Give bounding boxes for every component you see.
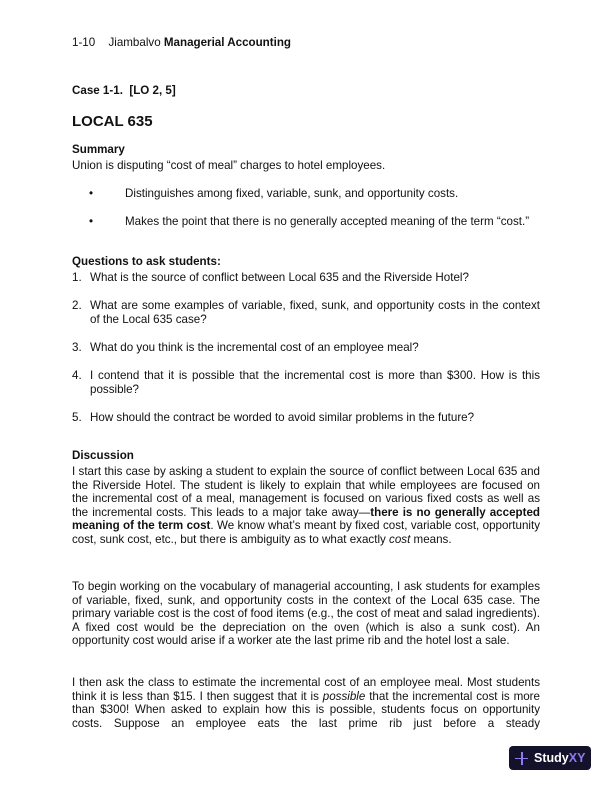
- studyxy-watermark-button[interactable]: [509, 746, 591, 770]
- question-number: 1.: [72, 271, 82, 284]
- running-header: [72, 36, 291, 49]
- bullet-text: Distinguishes among fixed, variable, sunk, and opportunity costs.: [125, 187, 459, 200]
- question-number: 2.: [72, 299, 82, 312]
- paragraph-text: means.: [410, 532, 452, 546]
- paragraph-text: . We know what’s meant by fixed cost, variable cost, opportunity cost, sunk cost, etc., but there is ambiguity as to what exactly: [72, 519, 540, 546]
- summary-text: Union is disputing “cost of meal” charges to hotel employees.: [72, 159, 386, 172]
- question-number: 3.: [72, 341, 82, 354]
- question-text: What do you think is the incremental cost of an employee meal?: [90, 341, 419, 354]
- bullet-icon: •: [89, 215, 94, 228]
- question-text: How should the contract be worded to avoid similar problems in the future?: [90, 411, 475, 424]
- book-title: Managerial Accounting: [163, 36, 292, 49]
- discussion-paragraph-2: To begin working on the vocabulary of managerial accounting, I ask students for examples of variable, fixed, sunk, and opportunity costs in the context of the Local 635 case. The primary variable cost is the cost of food items (e.g., the cost of meat and salad ingredients). A fixed cost would be the depreciation on the oven (which is also a sunk cost). An opportunity cost would arise if a worker ate the last prime rib and the hotel lost a sale.: [72, 580, 540, 648]
- author-name: Jiambalvo: [108, 36, 161, 49]
- question-text: What is the source of conflict between Local 635 and the Riverside Hotel?: [90, 271, 469, 284]
- brand-accent: XY: [568, 751, 586, 765]
- plus-icon: [515, 752, 528, 765]
- bullet-text: Makes the point that there is no generally accepted meaning of the term “cost.”: [125, 215, 530, 228]
- emphasis-text: cost: [389, 532, 411, 546]
- summary-bullet: [89, 215, 529, 228]
- questions-heading: Questions to ask students:: [72, 255, 221, 268]
- case-title: LOCAL 635: [72, 113, 153, 130]
- question-item: [72, 411, 540, 425]
- paragraph-text: I start this case by asking a student to explain the source of conflict between Local 635 and the Riverside Hotel. The student is likely to explain that while employees are focused on the incremental cost of a meal, management is focused on various fixed costs as well as the incremental costs. This leads to a major take away—: [72, 465, 540, 519]
- question-text: What are some examples of variable, fixed, sunk, and opportunity costs in the context of the Local 635 case?: [90, 299, 540, 326]
- case-label: Case 1-1. [LO 2, 5]: [72, 84, 176, 97]
- summary-heading: Summary: [72, 143, 125, 156]
- question-number: 4.: [72, 369, 82, 382]
- paragraph-text: that the incremental cost is more than $300! When asked to explain how this is possible, students focus on opportunity costs. Suppose an employee eats the last prime rib just before a steady: [72, 689, 540, 730]
- question-text: I contend that it is possible that the incremental cost is more than $300. How is this possible?: [90, 369, 540, 396]
- question-number: 5.: [72, 411, 82, 424]
- paragraph-text: I then ask the class to estimate the incremental cost of an employee meal. Most students think it is less than $15. I then suggest that it is: [72, 676, 540, 703]
- discussion-paragraph-3: [72, 676, 540, 730]
- question-item: [72, 341, 540, 355]
- brand-main: Study: [534, 751, 569, 765]
- summary-bullet: [89, 187, 458, 200]
- question-item: [72, 369, 540, 397]
- question-item: [72, 299, 540, 327]
- question-item: [72, 271, 540, 285]
- bullet-icon: •: [89, 187, 94, 200]
- discussion-paragraph-1: [72, 465, 540, 547]
- emphasis-text: possible: [322, 689, 366, 703]
- page-number: 1-10: [72, 36, 96, 49]
- discussion-heading: Discussion: [72, 449, 134, 462]
- key-takeaway: there is no generally accepted meaning of the term cost: [72, 505, 540, 533]
